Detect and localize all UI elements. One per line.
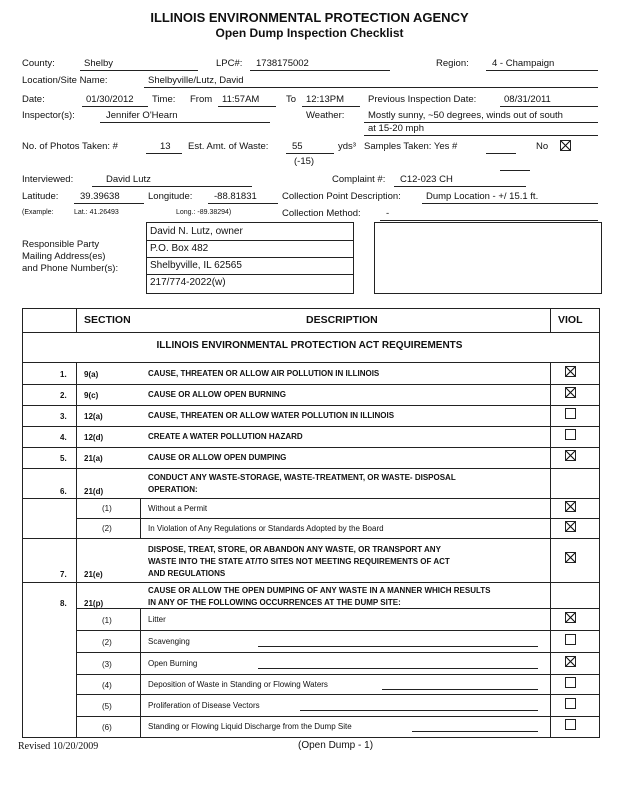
sub-row-number: (2) <box>102 638 112 647</box>
region-value: 4 - Champaign <box>492 58 555 69</box>
viol-checkbox[interactable] <box>565 656 576 667</box>
row-description: CAUSE OR ALLOW OPEN DUMPING <box>148 453 287 462</box>
viol-checkbox[interactable] <box>565 450 576 461</box>
page-label: (Open Dump - 1) <box>298 740 374 751</box>
act-requirements-heading: ILLINOIS ENVIRONMENTAL PROTECTION ACT REQUIREMENTS <box>156 340 463 351</box>
date-label: Date: <box>22 94 45 105</box>
to-value: 12:13PM <box>306 94 345 105</box>
row-description: CAUSE, THREATEN OR ALLOW AIR POLLUTION IN ILLINOIS <box>148 369 380 378</box>
latitude-label: Latitude: <box>22 191 59 202</box>
sub-row-number: (1) <box>102 504 112 513</box>
responsible-line: P.O. Box 482 <box>150 243 209 254</box>
row-description-line: OPERATION: <box>148 485 198 494</box>
row-description-line: AND REGULATIONS <box>148 569 226 578</box>
interviewed-value: David Lutz <box>106 174 151 185</box>
sub-row-description: Deposition of Waste in Standing or Flowing Waters <box>148 680 328 689</box>
viol-checkbox[interactable] <box>565 719 576 730</box>
inspectors-label: Inspector(s): <box>22 110 75 121</box>
responsible-party-box <box>146 222 354 294</box>
collection-method-value: - <box>386 208 390 219</box>
example-lat: Lat.: 41.26493 <box>74 209 119 216</box>
longitude-label: Longitude: <box>148 191 193 202</box>
viol-checkbox[interactable] <box>565 634 576 645</box>
photos-label: No. of Photos Taken: # <box>22 141 118 152</box>
location-label: Location/Site Name: <box>22 75 108 86</box>
samples-no-label: No <box>536 141 549 152</box>
sub-row-description: In Violation of Any Regulations or Standards Adopted by the Board <box>148 524 384 533</box>
viol-checkbox[interactable] <box>565 612 576 623</box>
responsible-line: David N. Lutz, owner <box>150 226 243 237</box>
sub-row-description: Without a Permit <box>148 504 208 513</box>
inspectors-value: Jennifer O'Hearn <box>106 110 178 121</box>
row-section: 21(a) <box>84 454 103 463</box>
region-label: Region: <box>436 58 469 69</box>
viol-checkbox[interactable] <box>565 521 576 532</box>
revised-date: Revised 10/20/2009 <box>18 741 99 752</box>
row-description: CAUSE, THREATEN OR ALLOW WATER POLLUTION IN ILLINOIS <box>148 411 395 420</box>
row-section: 21(p) <box>84 599 104 608</box>
sub-row-number: (5) <box>102 702 112 711</box>
from-label: From <box>190 94 213 105</box>
viol-checkbox[interactable] <box>565 366 576 377</box>
sub-row-description: Proliferation of Disease Vectors <box>148 701 260 710</box>
row-description: CREATE A WATER POLLUTION HAZARD <box>148 432 303 441</box>
prev-inspection-label: Previous Inspection Date: <box>368 94 477 105</box>
responsible-label-2: Mailing Address(es) <box>22 251 106 262</box>
row-description-line: WASTE INTO THE STATE AT/TO SITES NOT MEETING REQUIREMENTS OF ACT <box>148 557 450 566</box>
row-description: CAUSE OR ALLOW OPEN BURNING <box>148 390 286 399</box>
sub-row-description: Litter <box>148 615 166 624</box>
row-number: 2. <box>60 391 67 400</box>
col-section-header: SECTION <box>84 314 131 326</box>
row-description-line: IN ANY OF THE FOLLOWING OCCURRENCES AT THE DUMP SITE: <box>148 598 401 607</box>
location-value: Shelbyville/Lutz, David <box>148 75 244 86</box>
viol-checkbox[interactable] <box>565 677 576 688</box>
sub-row-number: (6) <box>102 723 112 732</box>
date-value: 01/30/2012 <box>86 94 134 105</box>
collection-desc-value: Dump Location - +/ 15.1 ft. <box>426 191 539 202</box>
samples-label: Samples Taken: Yes # <box>364 141 458 152</box>
waste-note: (-15) <box>294 156 315 167</box>
viol-checkbox[interactable] <box>565 408 576 419</box>
viol-checkbox[interactable] <box>565 501 576 512</box>
prev-inspection-value: 08/31/2011 <box>504 94 551 105</box>
viol-checkbox[interactable] <box>565 698 576 709</box>
samples-no-checkbox[interactable] <box>560 140 571 151</box>
row-description-line: DISPOSE, TREAT, STORE, OR ABANDON ANY WASTE, OR TRANSPORT ANY <box>148 545 441 554</box>
row-section: 12(d) <box>84 433 104 442</box>
county-label: County: <box>22 58 55 69</box>
lpc-value: 1738175002 <box>256 58 309 69</box>
example-label: (Example: <box>22 209 54 216</box>
sub-row-number: (1) <box>102 616 112 625</box>
photos-value: 13 <box>160 141 171 152</box>
complaint-value: C12-023 CH <box>400 174 453 185</box>
weather-label: Weather: <box>306 110 345 121</box>
sub-row-description: Open Burning <box>148 659 198 668</box>
row-section: 9(a) <box>84 370 99 379</box>
row-section: 12(a) <box>84 412 103 421</box>
responsible-label-3: and Phone Number(s): <box>22 263 119 274</box>
longitude-value: -88.81831 <box>214 191 257 202</box>
county-value: Shelby <box>84 58 114 69</box>
row-description-line: CAUSE OR ALLOW THE OPEN DUMPING OF ANY WASTE IN A MANNER WHICH RESULTS <box>148 586 491 595</box>
form-title: Open Dump Inspection Checklist <box>215 26 404 40</box>
agency-title: ILLINOIS ENVIRONMENTAL PROTECTION AGENCY <box>150 10 469 25</box>
sub-row-number: (2) <box>102 524 112 533</box>
lpc-label: LPC#: <box>216 58 243 69</box>
latitude-value: 39.39638 <box>80 191 120 202</box>
viol-checkbox[interactable] <box>565 429 576 440</box>
row-number: 5. <box>60 454 67 463</box>
viol-checkbox[interactable] <box>565 552 576 563</box>
complaint-label: Complaint #: <box>332 174 386 185</box>
sub-row-number: (4) <box>102 681 112 690</box>
col-viol-header: VIOL <box>558 314 583 326</box>
collection-desc-label: Collection Point Description: <box>282 191 401 202</box>
to-label: To <box>286 94 297 105</box>
row-section: 9(c) <box>84 391 99 400</box>
responsible-label-1: Responsible Party <box>22 239 100 250</box>
waste-label: Est. Amt. of Waste: <box>188 141 269 152</box>
col-description-header: DESCRIPTION <box>306 314 378 326</box>
row-number: 1. <box>60 370 67 379</box>
waste-unit: yds³ <box>338 141 356 152</box>
row-number: 3. <box>60 412 67 421</box>
row-section: 21(d) <box>84 487 104 496</box>
weather-value-2: at 15-20 mph <box>368 123 424 134</box>
example-long: Long.: -89.38294) <box>176 209 232 216</box>
row-section: 21(e) <box>84 570 103 579</box>
interviewed-label: Interviewed: <box>22 174 74 185</box>
row-number: 7. <box>60 570 67 579</box>
row-number: 4. <box>60 433 67 442</box>
second-responsible-party-box <box>374 222 602 294</box>
weather-value-1: Mostly sunny, ~50 degrees, winds out of south <box>368 110 563 121</box>
sub-row-number: (3) <box>102 660 112 669</box>
time-label: Time: <box>152 94 176 105</box>
row-number: 6. <box>60 487 67 496</box>
collection-method-label: Collection Method: <box>282 208 361 219</box>
from-value: 11:57AM <box>222 94 260 105</box>
responsible-line: 217/774-2022(w) <box>150 277 226 288</box>
sub-row-description: Scavenging <box>148 637 190 646</box>
viol-checkbox[interactable] <box>565 387 576 398</box>
waste-value: 55 <box>292 141 303 152</box>
row-number: 8. <box>60 599 67 608</box>
sub-row-description: Standing or Flowing Liquid Discharge from the Dump Site <box>148 722 352 731</box>
row-description-line: CONDUCT ANY WASTE-STORAGE, WASTE-TREATMENT, OR WASTE- DISPOSAL <box>148 473 456 482</box>
responsible-line: Shelbyville, IL 62565 <box>150 260 242 271</box>
